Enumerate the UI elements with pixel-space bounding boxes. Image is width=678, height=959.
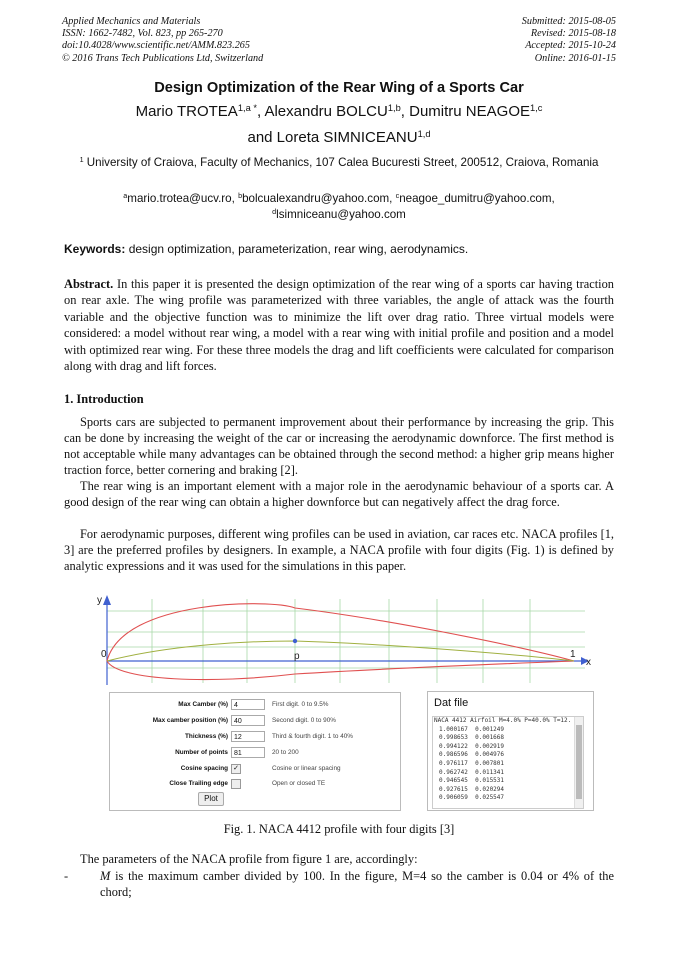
abstract-label: Abstract. <box>64 277 114 291</box>
author-name: and Loreta SIMNICEANU <box>247 129 418 146</box>
x-axis-label: x <box>586 657 591 668</box>
max-camber-input[interactable]: 4 <box>231 699 265 710</box>
dat-row: 0.946545 0.015531 <box>439 777 505 785</box>
control-label: Close Trailing edge <box>169 780 228 787</box>
thickness-input[interactable]: 12 <box>231 731 265 742</box>
dat-header: NACA 4412 Airfoil M=4.0% P=40.0% T=12. <box>434 717 572 724</box>
revised-date: Revised: 2015-08-18 <box>530 28 616 40</box>
cosine-spacing-checkbox[interactable]: ✓ <box>231 764 241 774</box>
author-sup: 1,d <box>417 128 431 139</box>
control-label: Thickness (%) <box>185 733 228 740</box>
bullet-item <box>64 868 614 900</box>
number-of-points-input[interactable]: 81 <box>231 747 265 758</box>
control-hint: 20 to 200 <box>272 749 299 756</box>
bullet-var: M <box>100 869 111 883</box>
point-label: p <box>294 651 300 662</box>
y-axis-arrow <box>103 595 111 605</box>
submitted-date: Submitted: 2015-08-05 <box>521 16 616 27</box>
author-sup: 1,a * <box>237 102 257 113</box>
control-row <box>110 763 400 776</box>
author-sup: 1,b <box>387 102 401 113</box>
journal-name: Applied Mechanics and Materials <box>62 16 201 27</box>
dat-row: 0.994122 0.002919 <box>439 742 505 750</box>
dat-row: 0.906059 0.025547 <box>439 794 505 802</box>
scrollbar-thumb[interactable] <box>576 725 582 799</box>
bullet-text <box>100 868 614 900</box>
y-axis-label: y <box>97 595 102 606</box>
dat-row: 1.000167 0.001249 <box>439 725 505 733</box>
dat-file-title: Dat file <box>434 697 469 709</box>
control-row <box>110 747 400 760</box>
control-label: Max camber position (%) <box>152 717 228 724</box>
dat-row: 0.927615 0.020294 <box>439 785 505 793</box>
keywords-label: Keywords: <box>64 242 126 256</box>
author-name: Mario TROTEA <box>135 103 238 120</box>
author-sup: 1,c <box>530 102 543 113</box>
copyright-line: © 2016 Trans Tech Publications Ltd, Switzerland <box>62 52 264 64</box>
dat-row: 0.976117 0.007801 <box>439 759 505 767</box>
email-a: mario.trotea@ucv.ro, <box>127 192 239 205</box>
bullet-desc: is the maximum camber divided by 100. In the figure, M=4 so the camber is 0.04 or 4% of the chord; <box>100 869 614 900</box>
dat-scrollbar[interactable] <box>574 717 583 808</box>
control-label: Number of points <box>175 749 228 756</box>
intro-paragraph-2: The rear wing is an important element with a major role in the aerodynamic behaviour of a sports car. A good design of the rear wing can obtain a higher downforce but can negatively affect the drag force. <box>64 479 614 510</box>
author-name: , Alexandru BOLCU <box>256 103 388 120</box>
header-right <box>522 16 616 65</box>
email-sup: c <box>395 191 400 201</box>
control-hint: Second digit. 0 to 90% <box>272 717 336 724</box>
control-row <box>110 731 400 744</box>
affiliation <box>60 155 618 171</box>
email-b: bolcualexandru@yahoo.com, <box>242 192 396 205</box>
control-row <box>110 699 400 712</box>
doi-line: doi:10.4028/www.scientific.net/AMM.823.265 <box>62 40 250 52</box>
email-sup: d <box>272 207 277 217</box>
max-camber-point <box>293 639 297 643</box>
abstract <box>64 276 614 374</box>
bullet-dash: - <box>64 869 69 883</box>
intro-paragraph-3: For aerodynamic purposes, different wing profiles can be used in aviation, car races etc. NACA profiles [1, 3] are the preferred profiles by designers. In example, a NACA profile with four digits (Fig. 1) is defined by analytic expressions and it was used for the simulations in this paper. <box>64 527 614 574</box>
header-left <box>62 16 263 65</box>
figure-caption: Fig. 1. NACA 4412 profile with four digits [3] <box>223 822 455 836</box>
dat-row: 0.998653 0.001668 <box>439 734 505 742</box>
control-row <box>110 778 400 791</box>
accepted-date: Accepted: 2015-10-24 <box>525 40 616 52</box>
author-name: , Dumitru NEAGOE <box>400 103 530 120</box>
dat-row: 0.962742 0.011341 <box>439 768 505 776</box>
intro-paragraph-1: Sports cars are subjected to permanent improvement about their performance by increasing the grip. This can be done by increasing the weight of the car or increasing the aerodynamic downforce. The first method is not acceptable while many advantages can be obtained through the second method: a higher grip means higher traction force, better cornering and braking [2]. <box>64 415 614 478</box>
dat-file-textarea[interactable] <box>432 716 584 809</box>
abstract-text: In this paper it is presented the design optimization of the rear wing of a sports car having traction on rear axle. The wing profile was parameterized with three variables, the angle of attack was the fourth variable and the objective function was to minimize the lift over drag ratio. Three virtual models were considered: a model without rear wing, a model with a rear wing with initial profile and position and a model with optimized rear wing. For these three models the drag and lift coefficients were calculated for comparison along with drag and lift forces. <box>64 277 614 374</box>
affiliation-sup: 1 <box>79 155 84 165</box>
author-line-2 <box>0 129 678 146</box>
close-trailing-edge-checkbox[interactable] <box>231 779 241 789</box>
email-sup: b <box>238 191 243 201</box>
control-hint: First digit. 0 to 9.5% <box>272 701 329 708</box>
control-label: Max Camber (%) <box>178 701 228 708</box>
control-label: Cosine spacing <box>180 765 228 772</box>
origin-label: 0 <box>101 649 107 660</box>
naca-controls-panel <box>109 692 401 811</box>
dat-file-panel <box>427 691 594 811</box>
params-intro: The parameters of the NACA profile from figure 1 are, accordingly: <box>80 852 418 866</box>
control-hint: Third & fourth digit. 1 to 40% <box>272 733 353 740</box>
email-c: neagoe_dumitru@yahoo.com, <box>399 192 555 205</box>
keywords <box>64 242 468 256</box>
lower-surface <box>107 661 574 680</box>
email-sup: a <box>123 191 128 201</box>
paper-title: Design Optimization of the Rear Wing of a Sports Car <box>154 80 524 96</box>
affiliation-text: University of Craiova, Faculty of Mechanics, 107 Calea Bucuresti Street, 200512, Craiova, Romania <box>83 156 599 169</box>
control-hint: Open or closed TE <box>272 780 326 787</box>
control-row <box>110 715 400 728</box>
section-heading: 1. Introduction <box>64 392 144 406</box>
online-date: Online: 2016-01-15 <box>534 52 616 64</box>
author-emails <box>60 191 618 223</box>
keywords-text: design optimization, parameterization, rear wing, aerodynamics. <box>125 242 469 256</box>
issn-line: ISSN: 1662-7482, Vol. 823, pp 265-270 <box>62 28 223 40</box>
email-d: lsimniceanu@yahoo.com <box>276 208 406 221</box>
author-line-1 <box>0 103 678 120</box>
max-camber-position-input[interactable]: 40 <box>231 715 265 726</box>
plot-button[interactable]: Plot <box>198 792 224 806</box>
dat-row: 0.986596 0.004976 <box>439 751 505 759</box>
control-hint: Cosine or linear spacing <box>272 765 341 772</box>
end-label: 1 <box>570 649 576 660</box>
